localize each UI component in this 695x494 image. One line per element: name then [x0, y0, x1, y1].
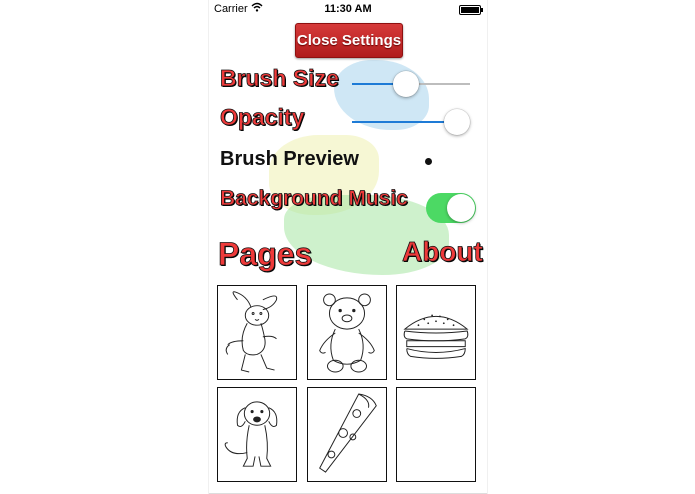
slider-thumb[interactable] [393, 71, 419, 97]
brush-size-slider[interactable] [352, 71, 470, 97]
dog-icon [218, 388, 296, 481]
background-music-label: Background Music [220, 187, 408, 210]
toggle-knob [447, 194, 475, 222]
phone-screen [208, 0, 488, 494]
brush-preview-dot [425, 158, 432, 165]
status-bar [209, 0, 487, 18]
page-thumbnail-bunny[interactable] [217, 285, 297, 380]
bunny-icon [218, 286, 296, 379]
page-thumbnail-blank[interactable] [396, 387, 476, 482]
slider-track-filled [352, 121, 457, 123]
clock: 11:30 AM [324, 3, 372, 15]
opacity-slider[interactable] [352, 109, 470, 135]
close-settings-button[interactable]: Close Settings [295, 23, 403, 58]
brush-size-label: Brush Size [220, 65, 339, 91]
background-music-toggle[interactable] [426, 193, 476, 223]
carrier-label: Carrier [214, 3, 248, 15]
page-thumbnail-teddy-bear[interactable] [307, 285, 387, 380]
pizza-slice-icon [308, 388, 386, 481]
hamburger-icon [397, 286, 475, 379]
pages-heading[interactable]: Pages [218, 236, 313, 272]
brush-preview-label: Brush Preview [220, 148, 359, 170]
battery-icon [459, 5, 481, 15]
page-thumbnail-dog[interactable] [217, 387, 297, 482]
page-thumbnail-hamburger[interactable] [396, 285, 476, 380]
slider-thumb[interactable] [444, 109, 470, 135]
teddy-bear-icon [308, 286, 386, 379]
page-thumbnail-pizza-slice[interactable] [307, 387, 387, 482]
about-button[interactable]: About [402, 236, 483, 267]
opacity-label: Opacity [220, 104, 305, 130]
